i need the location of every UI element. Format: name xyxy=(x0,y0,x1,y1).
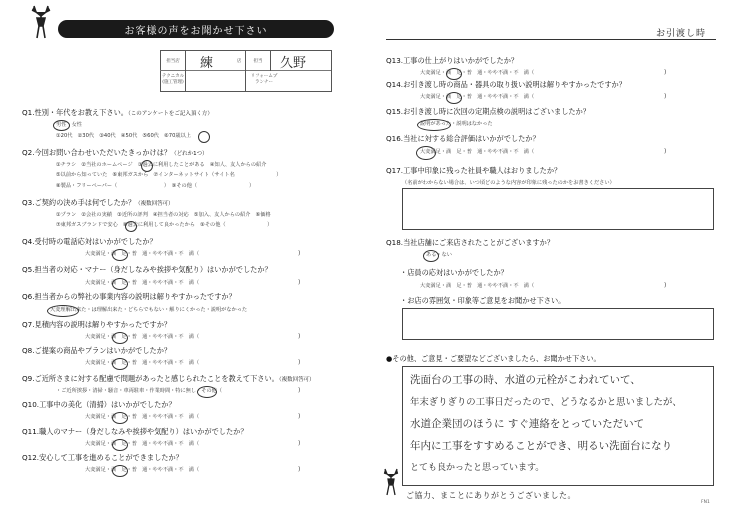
q2-options-2[interactable]: ⑤以前から知っていた ⑥東邦ガスから ⑦インターネットサイト（サイト名 ） xyxy=(56,172,282,178)
q8-label: Q8.ご提案の商品やプランはいかがでしたか？ xyxy=(22,346,172,355)
q14-label: Q14.お引き渡し時の商品・器具の取り扱い説明は解りやすかったですか？ xyxy=(386,80,626,89)
q7-scale[interactable]: 大変満足・満 足・普 通・やや不満・不 満（ xyxy=(85,334,200,340)
comment-line-3: 水道企業団のほうに すぐ連絡をとっていただいて xyxy=(410,418,645,430)
technical-label: テクニカル(施工管理) xyxy=(161,74,185,85)
q1-ages[interactable]: ①20代 ②30代 ③40代 ④50代 ⑤60代 ⑥70歳以上 xyxy=(56,133,191,139)
q2-options-1[interactable]: ①チラシ ②当社のホームページ ③過去に利用したことがある ④知人、友人からの紹介 xyxy=(56,162,267,168)
left-page: お客様の声をお聞かせ下さい 担当店 練 店 担当 久野 テクニカル(施工管理) リフォームプランナー Q1.性別・年代をお教え下さい。（このアンケートをご記入頂く方） 男性 女性 ①20代 ②30代 ③40代 ④50代 ⑤60代 ⑥70歳以上 Q2.今回お問い合わせいただいたきっかけは？（どれか1つ） ①チラシ ②当社のホームページ ③過去に利用したことがある ④知人、友人からの紹介 ⑤以前から知っていた ⑥東邦ガスから ⑦インターネットサイト（サイト名 ） ⑧製品・フリーペーパー（ ） ⑨その他（ ） Q3.ご契約の決め手は何でしたか？（複数回答可） ①プラン ②会社の実績 ③近所の評判 ④担当者の対応 ⑤加入、友人からの紹介 ⑥価格 ⑦東邦ガスブランドで安心 ⑧過去に利用して良かったから ⑨その他（ ） Q4.受付時の電話応対はいかがでしたか？ 大変満足・満 足・普 通・やや不満・不 満（ ) Q5.担当者の対応・マナー（身だしなみや挨拶や気配り）はいかがでしたか？ 大変満足・満 足・普 通・やや不満・不 満（ ) Q6.担当者からの弊社の事業内容の説明は解りやすかったですか？ 大変理解出来た・は理解出来た・どちらでもない・解りにくかった・説明がなかった Q7.見積内容の説明は解りやすかったですか？ 大変満足・満 足・普 通・やや不満・不 満（ ) Q8.ご提案の商品やプランはいかがでしたか？ 大変満足・満 足・普 通・やや不満・不 満（ ) Q9.ご近所さまに対する配慮で問題があったと感じられたことを教えて下さい。（複数回答可） ・ご近所挨拶・清掃・騒音・車両駐車・作業時間・特に無し・その他（ ) Q10.工事中の美化（清掃）はいかがでしたか？ 大変満足・満 足・普 通・やや不満・不 満（ ) Q11.職人のマナー（身だしなみや挨拶や気配り）はいかがでしたか？ 大変満足・満 足・普 通・やや不満・不 満（ ) Q12.安心して工事を進めることができましたか？ 大変満足・満 足・普 通・やや不満・不 満（ ) xyxy=(0,0,365,514)
q6-label: Q6.担当者からの弊社の事業内容の説明は解りやすかったですか？ xyxy=(22,292,236,301)
q14-scale[interactable]: 大変満足・満 足・普 通・やや不満・不 満（ xyxy=(420,94,535,100)
comment-line-5: とても良かったと思っています。 xyxy=(410,463,545,473)
q5-label: Q5.担当者の対応・マナー（身だしなみや挨拶や気配り）はいかがでしたか？ xyxy=(22,265,272,274)
q16-scale[interactable]: 大変満足・満 足・普 通・やや不満・不 満（ xyxy=(420,149,535,155)
q10-label: Q10.工事中の美化（清掃）はいかがでしたか？ xyxy=(22,400,176,409)
q16-label: Q16.当社に対する総合評価はいかがでしたか？ xyxy=(386,134,540,143)
q1-gender[interactable]: 男性 女性 xyxy=(56,122,82,128)
q17-note: （名前がわからない場合は、いつ頃どのような内容が印象に残ったのかをお書きください） xyxy=(402,180,615,186)
sales-store-label: 担当店 xyxy=(166,59,180,64)
handover-label: お引渡し時 xyxy=(656,29,707,39)
comment-line-4: 年内に工事をすすめることができ、明るい洗面台になり xyxy=(410,440,673,452)
q18-label: Q18.当社店舗にご来店されたことがございますか？ xyxy=(386,238,555,247)
deer-small-icon xyxy=(380,468,402,496)
q4-scale[interactable]: 大変満足・満 足・普 通・やや不満・不 満（ xyxy=(85,251,200,257)
q18-yesno[interactable]: ある・ない xyxy=(426,252,452,258)
q17-answer-box[interactable] xyxy=(402,188,714,230)
q1-label: Q1.性別・年代をお教え下さい。（このアンケートをご記入頂く方） xyxy=(22,108,213,117)
q2-options-3[interactable]: ⑧製品・フリーペーパー（ ） ⑨その他（ ） xyxy=(56,183,255,189)
q7-label: Q7.見積内容の説明は解りやすかったですか？ xyxy=(22,320,172,329)
q4-label: Q4.受付時の電話応対はいかがでしたか？ xyxy=(22,237,157,246)
q3-label: Q3.ご契約の決め手は何でしたか？（複数回答可） xyxy=(22,198,174,207)
sales-store-value: 練 xyxy=(200,56,214,71)
reform-label: リフォームプランナー xyxy=(250,74,278,85)
q5-scale[interactable]: 大変満足・満 足・普 通・やや不満・不 満（ xyxy=(85,280,200,286)
q17-label: Q17.工事中印象に残った社員や職人はおりましたか？ xyxy=(386,166,562,175)
q3-options-2[interactable]: ⑦東邦ガスブランドで安心 ⑧過去に利用して良かったから ⑨その他（ ） xyxy=(56,222,273,228)
person-label: 担当 xyxy=(253,59,263,64)
comment-line-2: 年末ぎりぎりの工事日だったので、どうなるかと思いましたが、 xyxy=(410,397,682,408)
q18-answer-box[interactable] xyxy=(402,308,714,340)
q8-scale[interactable]: 大変満足・満 足・普 通・やや不満・不 満（ xyxy=(85,360,200,366)
q9-label: Q9.ご近所さまに対する配慮で問題があったと感じられたことを教えて下さい。（複数回答可） xyxy=(22,374,315,383)
q11-label: Q11.職人のマナー（身だしなみや挨拶や気配り）はいかがでしたか？ xyxy=(22,427,248,436)
q2-label: Q2.今回お問い合わせいただいたきっかけは？（どれか1つ） xyxy=(22,148,208,157)
q18-sub2: ・お店の雰囲気・印象等ご意見をお聞かせ下さい。 xyxy=(400,296,566,305)
q9-scale[interactable]: ・ご近所挨拶・清掃・騒音・車両駐車・作業時間・特に無し・その他（ xyxy=(56,388,223,394)
q15-label: Q15.お引き渡し時に次回の定期点検の説明はございましたか？ xyxy=(386,107,590,116)
comment-label: ●その他、ご意見・ご要望などございましたら、お聞かせ下さい。 xyxy=(386,354,601,363)
q13-label: Q13.工事の仕上がりはいかがでしたか？ xyxy=(386,56,519,65)
q11-scale[interactable]: 大変満足・満 足・普 通・やや不満・不 満（ xyxy=(85,441,200,447)
q18-sub1: ・店員の応対はいかがでしたか？ xyxy=(400,268,508,277)
right-page: お引渡し時 Q13.工事の仕上がりはいかがでしたか？ 大変満足・満 足・普 通・やや不満・不 満（ ) Q14.お引き渡し時の商品・器具の取り扱い説明は解りやすかったですか？ 大変満足・満 足・普 通・やや不満・不 満（ ) Q15.お引き渡し時に次回の定期点検の説明はございましたか？ 説明があった・説明はなかった Q16.当社に対する総合評価はいかがでしたか？ 大変満足・満 足・普 通・やや不満・不 満（ ) Q17.工事中印象に残った社員や職人はおりましたか？ （名前がわからない場合は、いつ頃どのような内容が印象に残ったのかをお書きください） Q18.当社店舗にご来店されたことがございますか？ ある・ない ・店員の応対はいかがでしたか？ 大変満足・満 足・普 通・やや不満・不 満（ ) ・お店の雰囲気・印象等ご意見をお聞かせ下さい。 ●その他、ご意見・ご要望などございましたら、お聞かせ下さい。 洗面台の工事の時、水道の元栓がこわれていて、 年末ぎりぎりの工事日だったので、どうなるかと思いましたが、 水道企業団のほうに すぐ連絡をとっていただいて 年内に工事をすすめることができ、明るい洗面台になり とても良かったと思っています。 ご協力、まことにありがとうございました。 FN1 xyxy=(366,0,731,514)
footer-code: FN1 xyxy=(701,500,710,505)
comment-line-1: 洗面台の工事の時、水道の元栓がこわれていて、 xyxy=(410,374,641,386)
page-title: お客様の声をお聞かせ下さい xyxy=(124,26,268,37)
q18-scale[interactable]: 大変満足・満 足・普 通・やや不満・不 満（ xyxy=(420,283,535,289)
deer-logo-icon xyxy=(26,4,56,40)
store-label: 店 xyxy=(236,59,242,64)
person-value: 久野 xyxy=(280,56,307,71)
q10-scale[interactable]: 大変満足・満 足・普 通・やや不満・不 満（ xyxy=(85,414,200,420)
q12-scale[interactable]: 大変満足・満 足・普 通・やや不満・不 満（ xyxy=(85,467,200,473)
q3-options-1[interactable]: ①プラン ②会社の実績 ③近所の評判 ④担当者の対応 ⑤加入、友人からの紹介 ⑥価格 xyxy=(56,212,271,218)
thanks-message: ご協力、まことにありがとうございました。 xyxy=(406,491,576,500)
q15-scale[interactable]: 説明があった・説明はなかった xyxy=(420,121,493,127)
q12-label: Q12.安心して工事を進めることができましたか？ xyxy=(22,453,183,462)
q6-scale[interactable]: 大変理解出来た・は理解出来た・どちらでもない・解りにくかった・説明がなかった xyxy=(50,307,248,313)
q13-scale[interactable]: 大変満足・満 足・普 通・やや不満・不 満（ xyxy=(420,70,535,76)
